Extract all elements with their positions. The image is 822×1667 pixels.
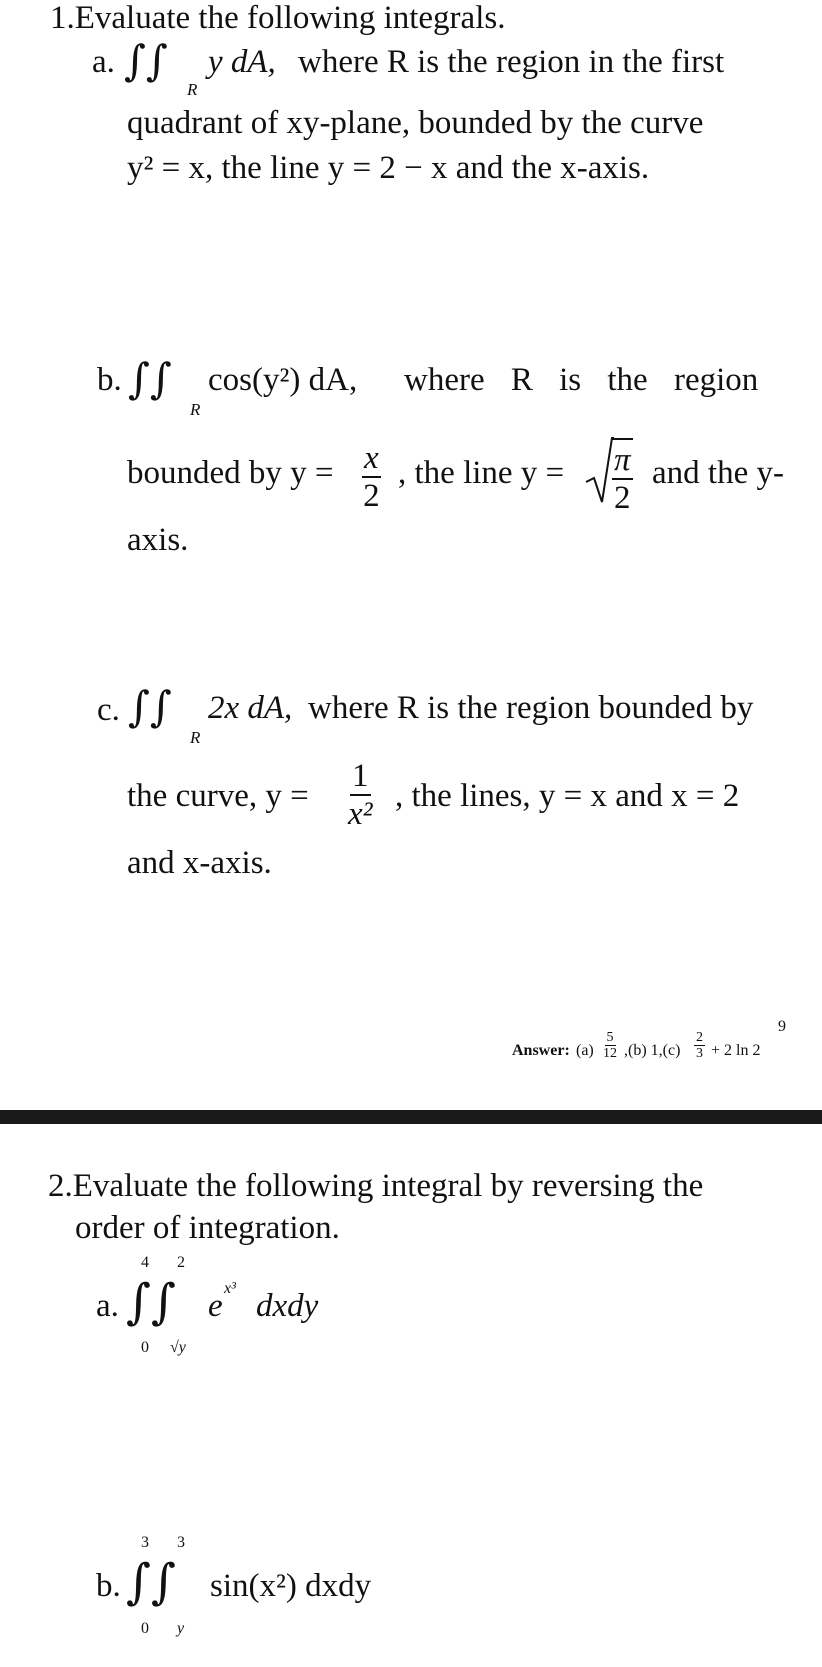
double-integral-icon: ∫∫ [124, 36, 168, 85]
frac-numerator: π [612, 442, 633, 480]
double-integral-icon: ∫∫ [128, 354, 172, 403]
answer-label: Answer: [512, 1042, 570, 1059]
q2a-outer-lower: 0 [141, 1339, 149, 1356]
q1a-region-sub: R [187, 80, 198, 99]
q1c-label: c. [97, 692, 120, 728]
frac-numerator: 1 [350, 758, 371, 796]
frac-numerator: 5 [606, 1030, 614, 1045]
sqrt-icon [584, 436, 614, 515]
q1a-text2: quadrant of xy-plane, bounded by the curve [127, 105, 704, 141]
answer-c-tail: + 2 ln 2 [711, 1042, 761, 1059]
q2b-label: b. [96, 1568, 121, 1604]
double-integral-icon: ∫∫ [126, 1554, 177, 1610]
q2a-inner-lower: √y [170, 1339, 186, 1356]
q1b-bounded: bounded by y = [127, 455, 334, 491]
q1b-integrand: cos(y²) dA, [208, 362, 358, 398]
q1c-text1: where R is the region bounded by [308, 690, 754, 726]
q1c-tail: and x-axis. [127, 845, 272, 881]
frac-numerator: 2 [696, 1030, 703, 1045]
section-divider [0, 1110, 822, 1124]
q1b-fraction-pi-over-2 [612, 438, 633, 517]
q1c-curve: the curve, y = [127, 778, 309, 814]
q1c-fraction-1-over-x2 [348, 758, 373, 833]
q2a-exponent: x³ [224, 1280, 236, 1297]
frac-denominator: 12 [603, 1046, 617, 1062]
q1a-text1: where R is the region in the first [298, 44, 725, 80]
answer-a-fraction [603, 1030, 617, 1062]
q2a-inner-upper: 2 [177, 1254, 185, 1271]
double-integral-icon: ∫∫ [128, 682, 172, 731]
q2a-outer-upper: 4 [141, 1254, 149, 1271]
frac-denominator: x² [348, 796, 373, 833]
q1-heading: 1.Evaluate the following integrals. [50, 0, 506, 36]
answer-c-fraction [694, 1030, 705, 1062]
frac-denominator: 2 [363, 478, 380, 515]
q1a-integrand: y dA, [208, 44, 276, 80]
q1a-label: a. [92, 44, 115, 80]
q1c-mid: , the lines, y = x and x = 2 [395, 778, 740, 814]
q1b-mid: , the line y = [398, 455, 565, 491]
q2a-label: a. [96, 1288, 119, 1324]
q1a-text3: y² = x, the line y = 2 − x and the x-axis. [127, 150, 650, 186]
q1b-axis: axis. [127, 522, 189, 558]
q2-heading-line2: order of integration. [75, 1210, 340, 1246]
q2a-diff: dxdy [256, 1288, 319, 1324]
q1c-integrand: 2x dA, [208, 690, 293, 726]
q1b-tail: and the y- [652, 455, 784, 491]
q2a-integrand: e [208, 1288, 223, 1324]
q1c-region-sub: R [190, 728, 201, 747]
q2b-inner-upper: 3 [177, 1534, 185, 1551]
frac-denominator: 3 [696, 1046, 703, 1062]
q2-heading-line1: 2.Evaluate the following integral by reversing the [48, 1168, 704, 1204]
frac-numerator: x [362, 440, 381, 478]
q2b-inner-lower: y [177, 1620, 185, 1637]
page-number: 9 [778, 1018, 786, 1035]
q1b-label: b. [97, 362, 122, 398]
frac-denominator: 2 [614, 480, 631, 517]
answer-a: (a) [576, 1042, 594, 1059]
answer-b: ,(b) 1,(c) [624, 1042, 681, 1059]
q2b-outer-upper: 3 [141, 1534, 149, 1551]
q1b-fraction-x-over-2 [362, 440, 381, 515]
q1b-region-sub: R [190, 400, 201, 419]
q2b-outer-lower: 0 [141, 1620, 149, 1637]
q2b-integrand: sin(x²) dxdy [210, 1568, 372, 1604]
q1b-text1: where R is the region [404, 362, 759, 398]
double-integral-icon: ∫∫ [126, 1274, 177, 1330]
